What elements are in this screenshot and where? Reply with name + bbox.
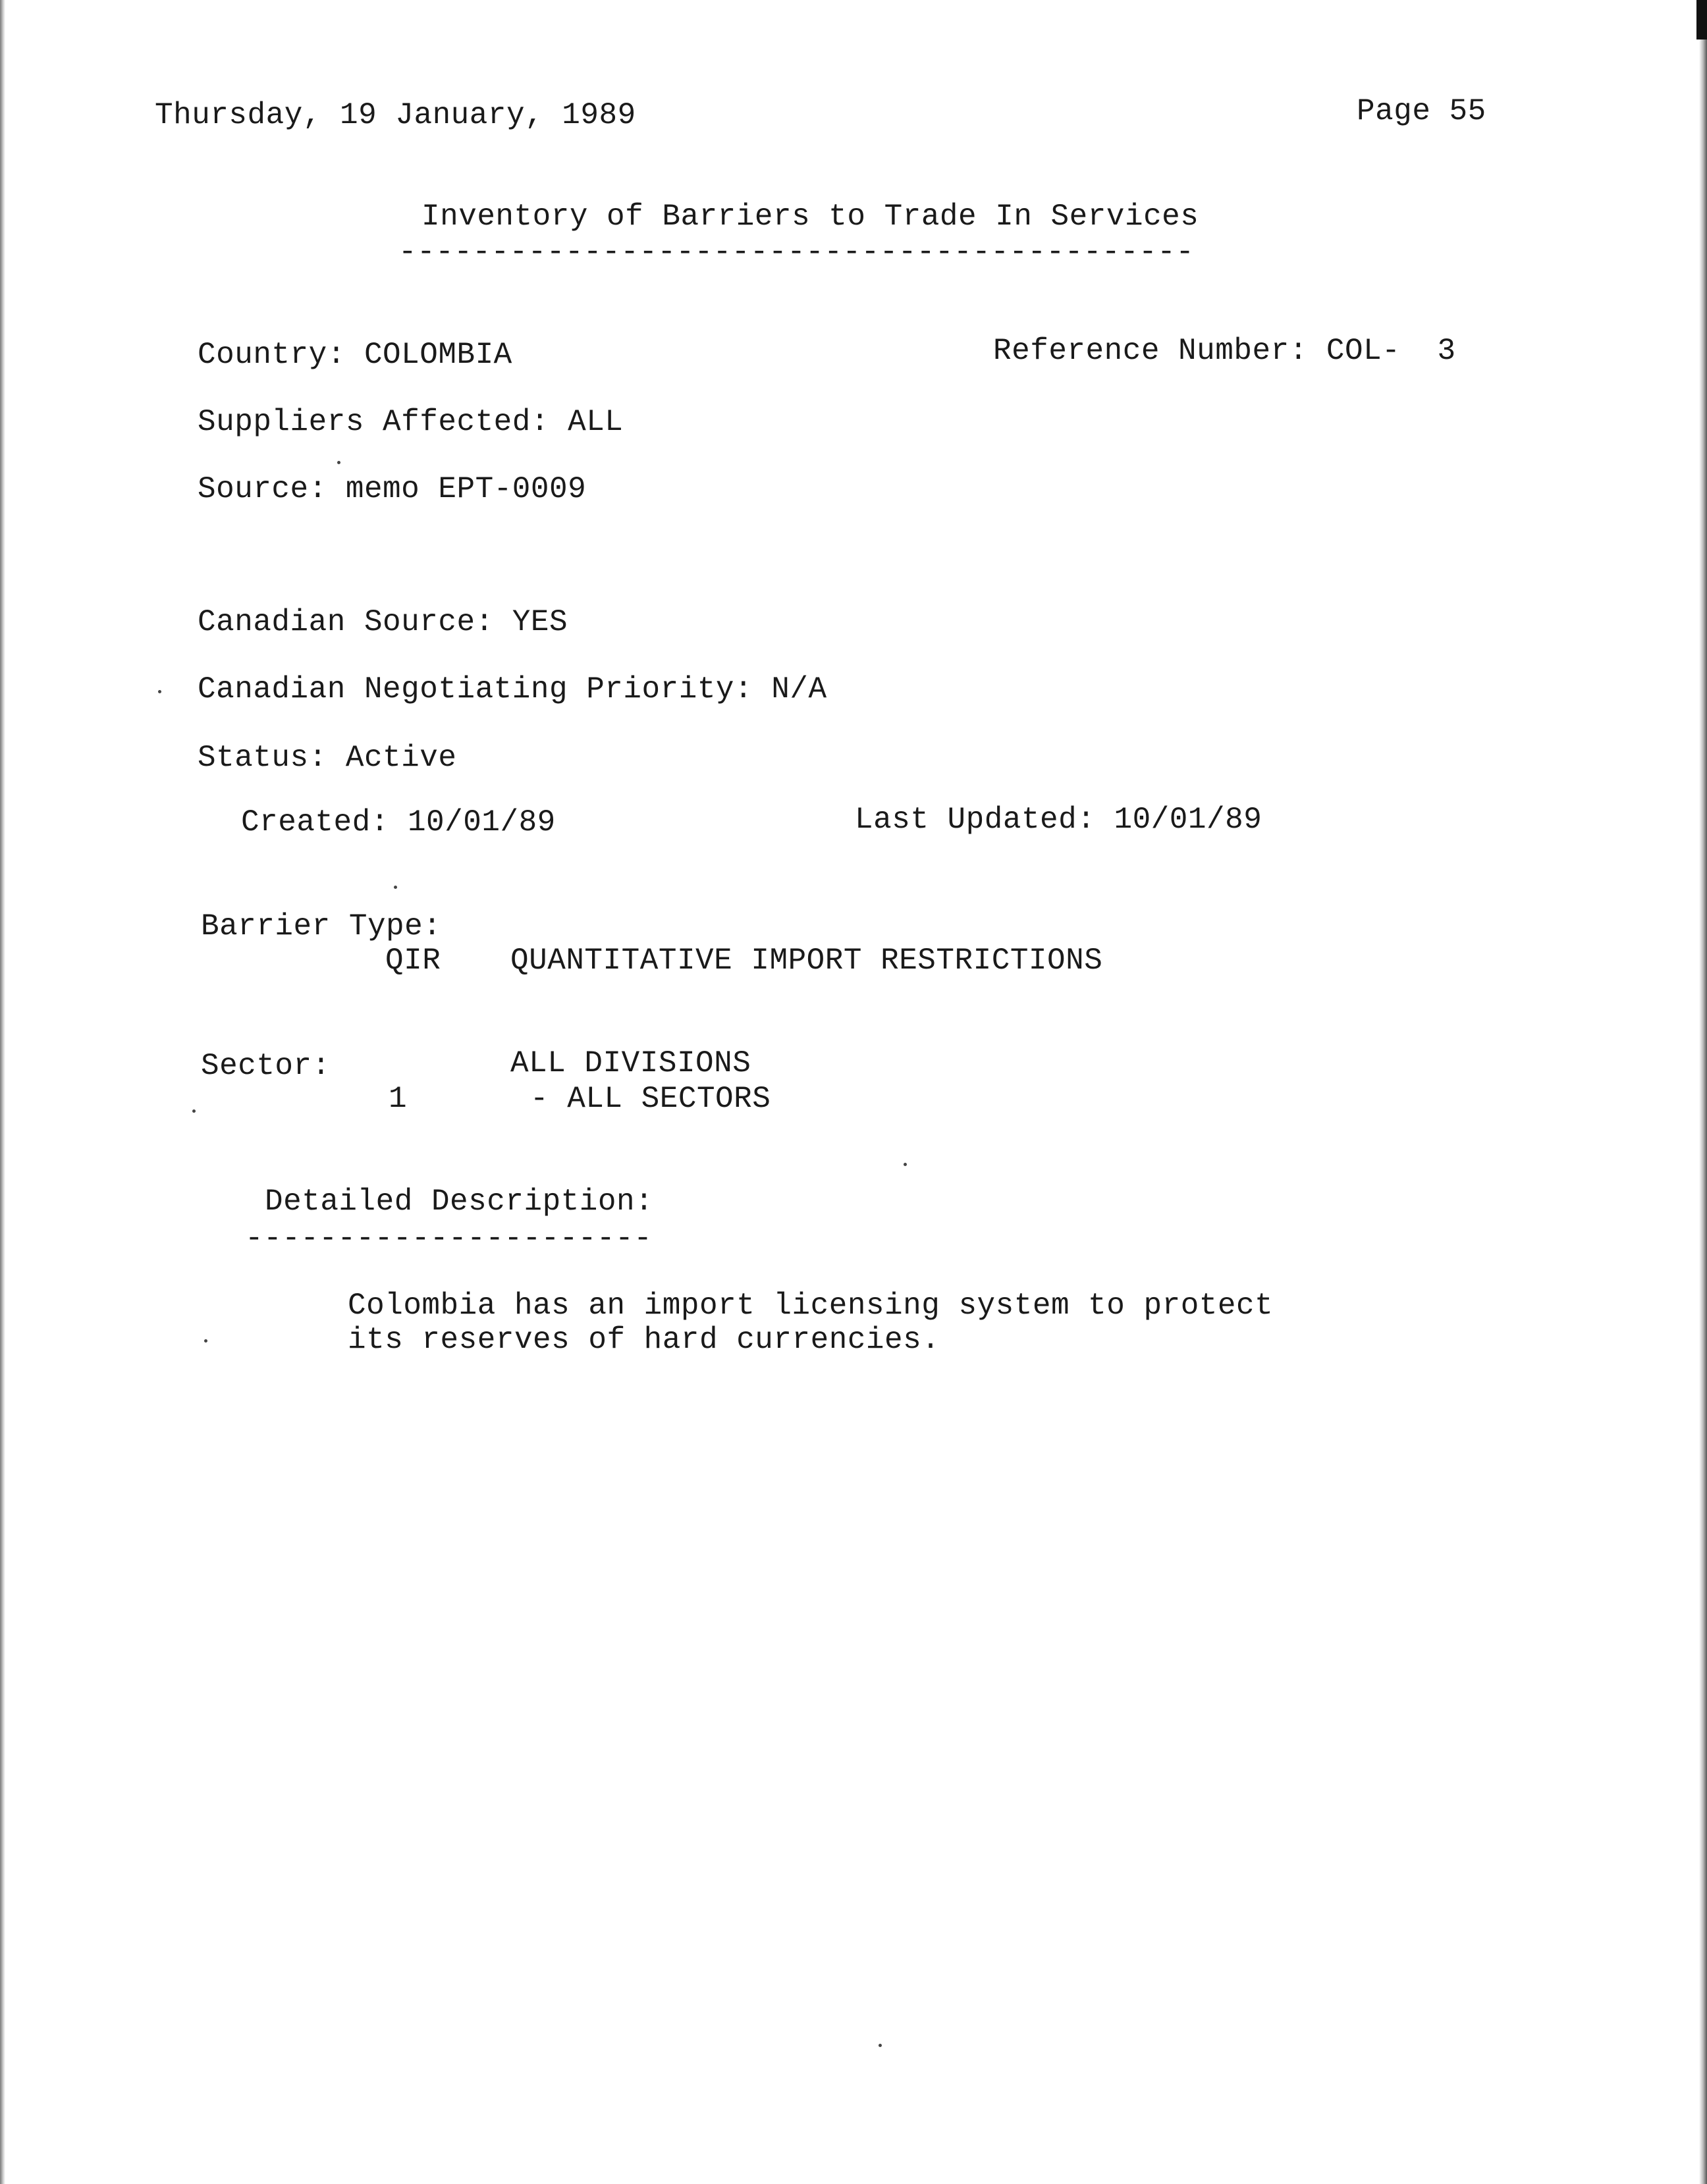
created-date-field: Created: 10/01/89 — [241, 805, 556, 839]
detailed-description-heading: Detailed Description: — [265, 1185, 654, 1219]
barrier-type-description: QUANTITATIVE IMPORT RESTRICTIONS — [510, 944, 1103, 978]
scan-corner-mark — [1696, 0, 1707, 40]
report-date: Thursday, 19 January, 1989 — [155, 98, 636, 132]
barrier-type-label: Barrier Type: — [201, 909, 442, 944]
scan-speck — [394, 886, 397, 889]
scan-right-edge — [1699, 0, 1707, 2184]
sector-label: Sector: — [201, 1049, 331, 1083]
negotiating-priority-field: Canadian Negotiating Priority: N/A — [198, 672, 827, 706]
canadian-source-field: Canadian Source: YES — [198, 605, 568, 639]
description-line-2: its reserves of hard currencies. — [348, 1323, 940, 1357]
sector-number: 1 — [389, 1082, 408, 1116]
sector-name: - ALL SECTORS — [530, 1082, 771, 1116]
reference-number-field: Reference Number: COL- 3 — [993, 334, 1456, 368]
description-underline: ---------------------- — [245, 1229, 653, 1248]
status-field: Status: Active — [198, 741, 457, 775]
scan-speck — [158, 690, 161, 693]
scan-speck — [192, 1109, 196, 1113]
scan-speck — [879, 2044, 882, 2047]
barrier-type-code: QIR — [385, 944, 441, 978]
scan-speck — [337, 461, 340, 464]
suppliers-affected-field: Suppliers Affected: ALL — [198, 405, 624, 439]
scan-left-edge — [0, 0, 5, 2184]
document-title: Inventory of Barriers to Trade In Services — [421, 200, 1199, 234]
description-line-1: Colombia has an import licensing system to protect — [348, 1289, 1274, 1323]
title-underline: ------------------------------------------- — [398, 242, 1195, 262]
scan-speck — [204, 1339, 207, 1343]
source-field: Source: memo EPT-0009 — [198, 472, 587, 506]
last-updated-field: Last Updated: 10/01/89 — [855, 803, 1262, 837]
country-field: Country: COLOMBIA — [198, 338, 512, 372]
sector-division: ALL DIVISIONS — [510, 1046, 751, 1080]
page-number: Page 55 — [1357, 94, 1486, 128]
scan-speck — [904, 1163, 907, 1166]
